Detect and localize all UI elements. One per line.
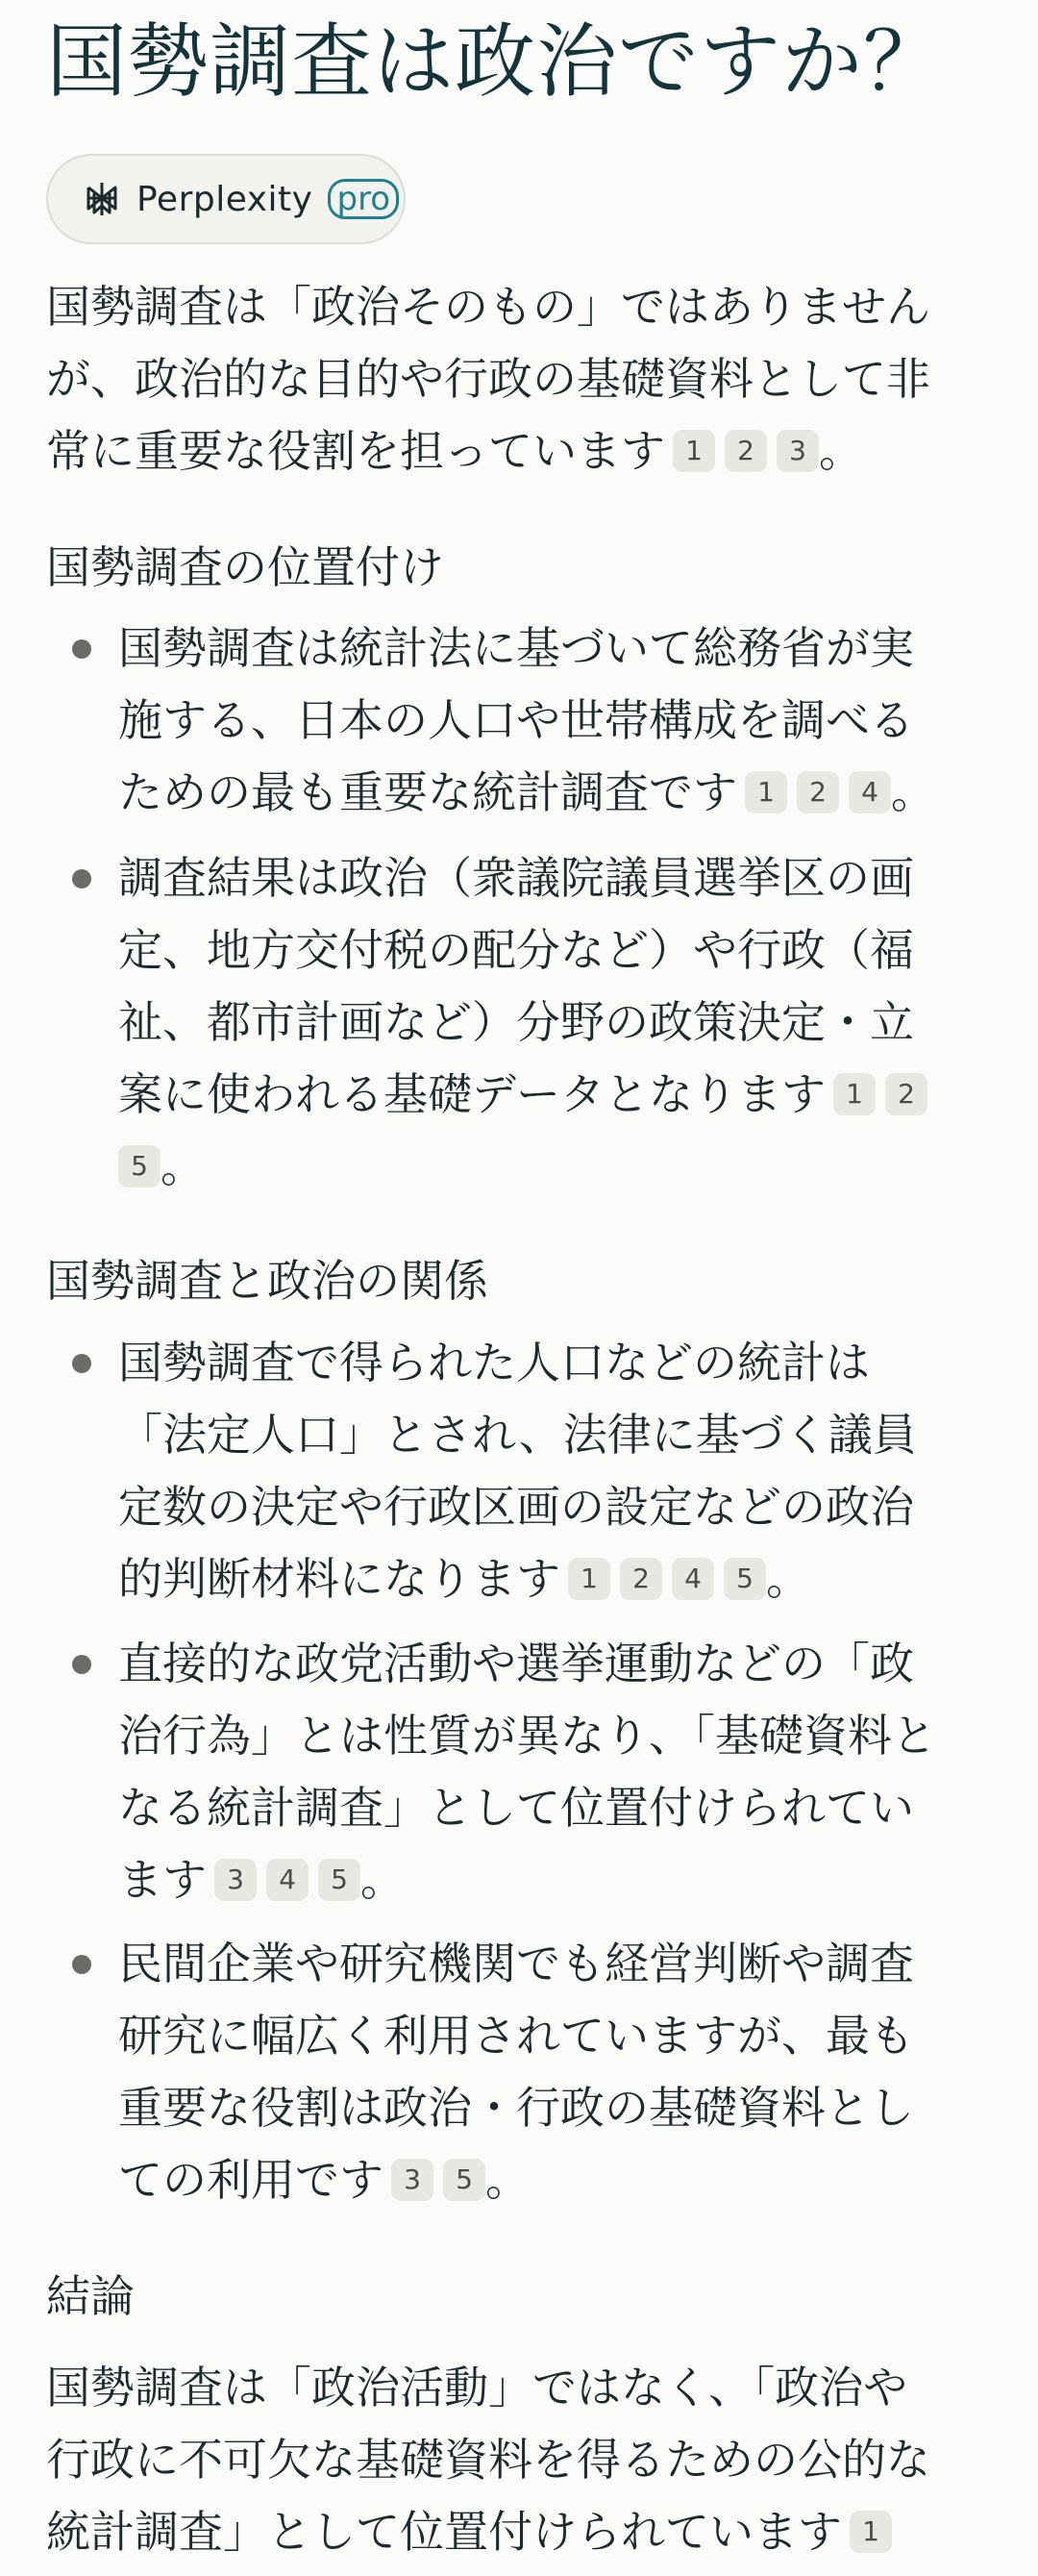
perplexity-logo-icon (83, 180, 121, 218)
citation-badge[interactable]: 3 (214, 1859, 257, 1901)
bullet-line: 国勢調査は統計法に基づいて総務省が実 (118, 622, 914, 674)
citation-badge[interactable]: 3 (391, 2159, 433, 2201)
bullet-line: 治行為」とは性質が異なり、「基礎資料と (118, 1710, 936, 1762)
section-heading: 結論 (46, 2270, 135, 2322)
bullet-line: 国勢調査で得られた人口などの統計は (118, 1337, 870, 1388)
citation-badge[interactable]: 2 (885, 1073, 927, 1115)
bullet-line: 民間企業や研究機関でも経営判断や調査 (118, 1938, 914, 1989)
citation-badge[interactable]: 5 (318, 1859, 360, 1901)
page-title: 国勢調査は政治ですか？ (46, 14, 946, 109)
citation-badge[interactable]: 1 (850, 2511, 892, 2553)
intro-line: 国勢調査は「政治そのもの」ではありません (46, 281, 930, 333)
citation-badge[interactable]: 1 (745, 771, 787, 813)
conclusion-line: 国勢調査は「政治活動」ではなく、「政治や (46, 2362, 908, 2413)
citation-badge[interactable]: 2 (797, 771, 839, 813)
bullet-line: 定、地方交付税の配分など）や行政（福 (118, 924, 914, 976)
citation-badge[interactable]: 2 (725, 430, 767, 472)
intro-paragraph (46, 271, 998, 488)
citation-badge[interactable]: 5 (118, 1145, 161, 1188)
citation-badge[interactable]: 1 (833, 1073, 876, 1115)
bullet-line: 重要な役割は政治・行政の基礎資料とし (118, 2082, 914, 2134)
citation-badge[interactable]: 1 (568, 1558, 610, 1600)
bullet-line: ます 3 4 5 。 (118, 1854, 405, 1906)
perplexity-pro-badge[interactable] (46, 154, 406, 244)
citation-badge[interactable]: 2 (620, 1558, 662, 1600)
bullet-line: 定数の決定や行政区画の設定などの政治 (118, 1481, 914, 1533)
citation-badge[interactable]: 4 (672, 1558, 714, 1600)
bullet-dot (72, 1354, 91, 1373)
bullet-line: 案に使われる基礎データとなります 1 2 (118, 1059, 927, 1131)
citation-badge[interactable]: 1 (673, 430, 715, 472)
conclusion-paragraph (46, 2352, 998, 2568)
bullet-line: ての利用です 3 5 。 (118, 2154, 530, 2206)
bullet-line: 直接的な政党活動や選挙運動などの「政 (118, 1638, 914, 1689)
bullet-line: 調査結果は政治（衆議院議員選挙区の画 (118, 852, 914, 904)
bullet-dot (72, 869, 91, 888)
citation-badge[interactable]: 4 (266, 1859, 309, 1901)
badge-name: Perplexity (136, 179, 313, 219)
citation-badge[interactable]: 3 (777, 430, 819, 472)
citation-badge[interactable]: 4 (849, 771, 891, 813)
bullet-line: 施する、日本の人口や世帯構成を調べる (118, 694, 914, 746)
bullet-dot (72, 1655, 91, 1674)
bullet-dot (72, 639, 91, 659)
conclusion-line: 行政に不可欠な基礎資料を得るための公的な (46, 2434, 930, 2486)
bullet-line: 祉、都市計画など）分野の政策決定・立 (118, 996, 914, 1048)
section-heading: 国勢調査の位置付け (46, 541, 444, 593)
intro-line: が、政治的な目的や行政の基礎資料として非 (46, 353, 930, 405)
conclusion-line: 統計調査」として位置付けられています 1 (46, 2496, 998, 2568)
citation-badge[interactable]: 5 (443, 2159, 485, 2201)
citation-badge[interactable]: 5 (724, 1558, 766, 1600)
bullet-line: 「法定人口」とされ、法律に基づく議員 (118, 1409, 917, 1461)
bullet-line: 5 。 (118, 1131, 927, 1203)
bullet-line: なる統計調査」として位置付けられてい (118, 1782, 914, 1834)
bullet-line: 研究に幅広く利用されていますが、最も (118, 2010, 914, 2062)
section-heading: 国勢調査と政治の関係 (46, 1255, 488, 1307)
bullet-line: 的判断材料になります 1 2 4 5 。 (118, 1553, 810, 1605)
bullet-line: ための最も重要な統計調査です 1 2 4 。 (118, 766, 935, 818)
bullet-dot (72, 1955, 91, 1974)
intro-line: 常に重要な役割を担っています 1 2 3 。 (46, 425, 863, 477)
badge-pro-label: pro (328, 179, 399, 219)
